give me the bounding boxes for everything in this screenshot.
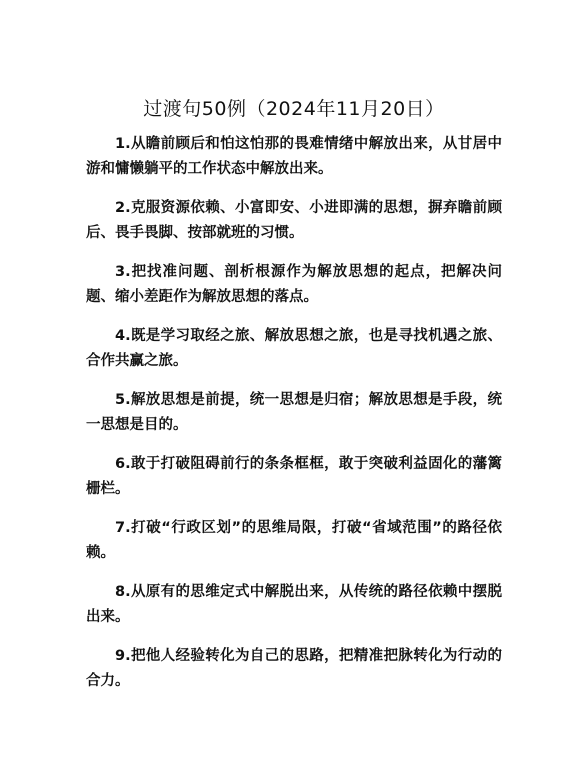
- list-item: 3.把找准问题、剖析根源作为解放思想的起点，把解决问题、缩小差距作为解放思想的落点。: [86, 264, 502, 305]
- list-item: 4.既是学习取经之旅、解放思想之旅，也是寻找机遇之旅、合作共赢之旅。: [86, 328, 502, 369]
- list-item: 2.克服资源依赖、小富即安、小进即满的思想，摒弃瞻前顾后、畏手畏脚、按部就班的习惯。: [86, 200, 502, 241]
- list-item: 7.打破“行政区划”的思维局限，打破“省域范围”的路径依赖。: [86, 520, 502, 561]
- document-title: 过渡句50例（2024年11月20日）: [143, 98, 445, 120]
- list-item: 1.从瞻前顾后和怕这怕那的畏难情绪中解放出来，从甘居中游和慵懒躺平的工作状态中解放出来。: [86, 136, 502, 177]
- list-item: 6.敢于打破阻碍前行的条条框框，敢于突破利益固化的藩篱栅栏。: [86, 456, 502, 497]
- list-item: 8.从原有的思维定式中解脱出来，从传统的路径依赖中摆脱出来。: [86, 584, 502, 625]
- list-item: 9.把他人经验转化为自己的思路，把精准把脉转化为行动的合力。: [86, 648, 502, 689]
- list-item: 5.解放思想是前提，统一思想是归宿；解放思想是手段，统一思想是目的。: [86, 392, 502, 433]
